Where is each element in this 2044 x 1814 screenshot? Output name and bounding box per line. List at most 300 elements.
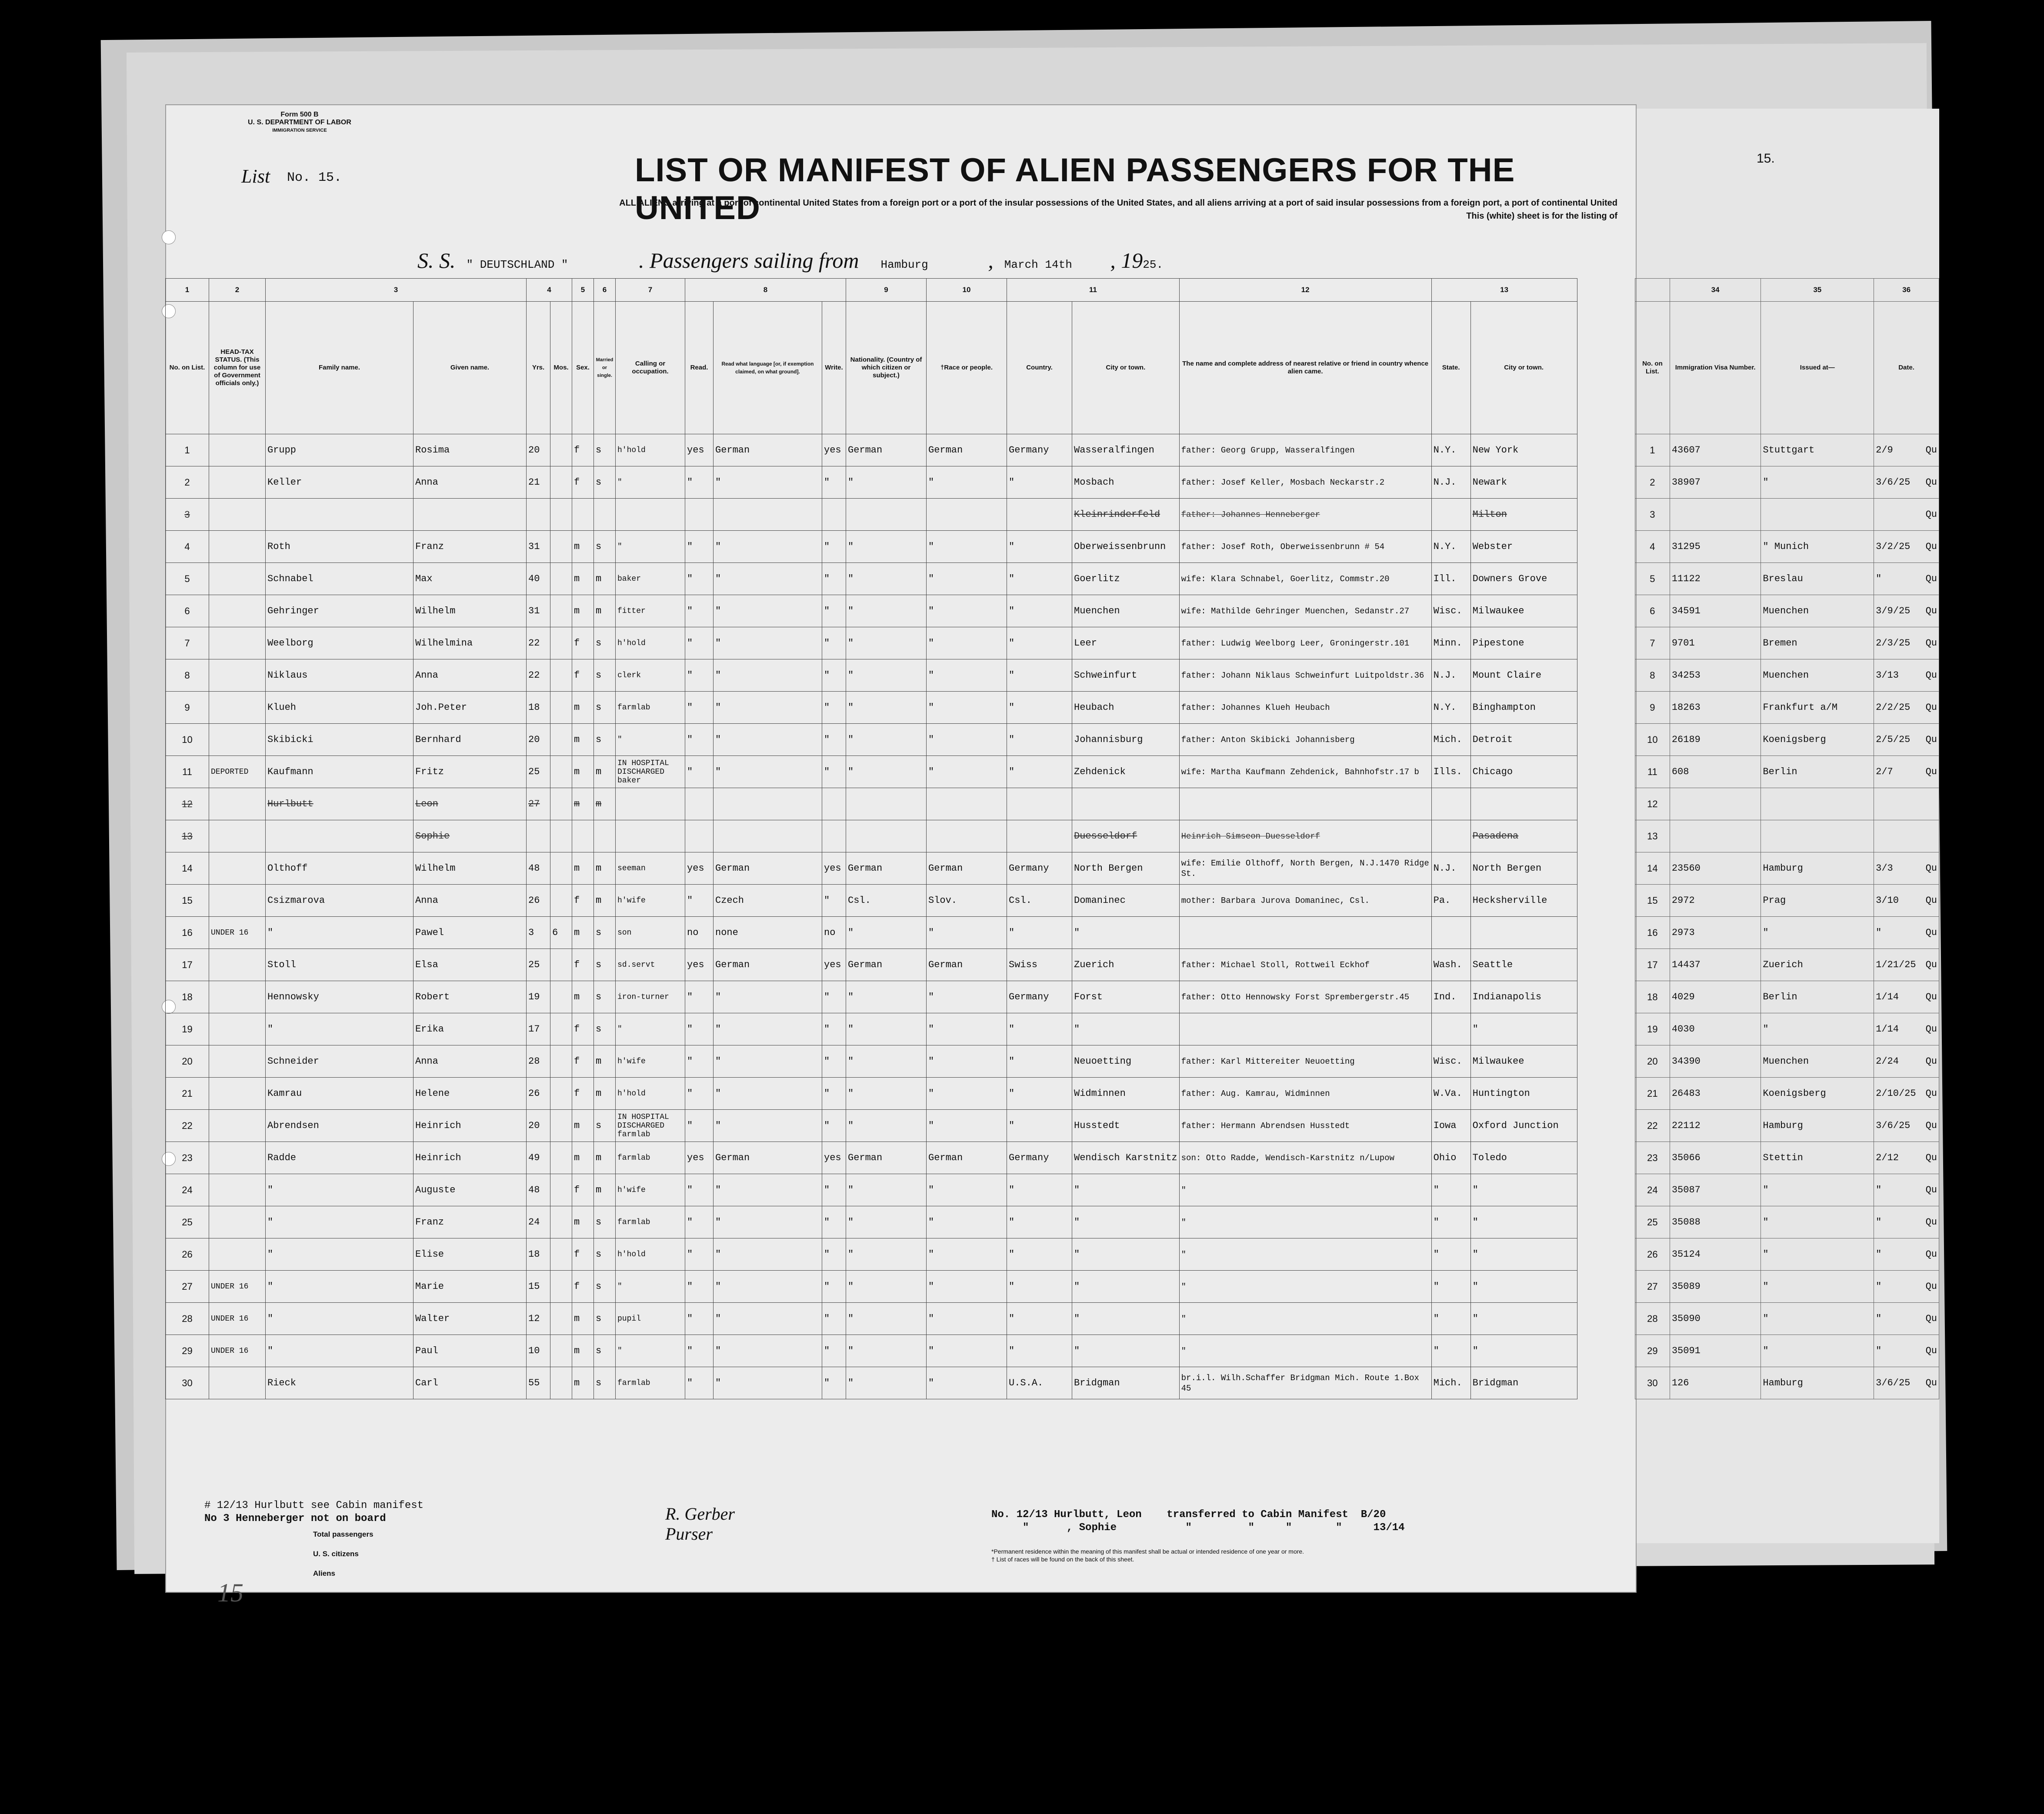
visa-class: Qu (1925, 445, 1937, 456)
residence-city: Forst (1072, 981, 1180, 1013)
marital-status: s (594, 1271, 616, 1303)
row-number: 4 (166, 531, 209, 563)
row-number: 6 (166, 595, 209, 627)
can-write: " (822, 1110, 846, 1142)
can-read: " (685, 1206, 714, 1238)
head-tax-status (209, 1045, 266, 1078)
nearest-relative: wife: Emilie Olthoff, North Bergen, N.J.1470 Ridge St. (1179, 852, 1431, 885)
sex: f (572, 1013, 594, 1045)
visa-row (1635, 1271, 1939, 1303)
race: " (927, 1303, 1007, 1335)
residence-city: Leer (1072, 627, 1180, 659)
marital-status: m (594, 1142, 616, 1174)
footnote-races: † List of races will be found on the back of this sheet. (991, 1556, 1134, 1563)
can-write: " (822, 1367, 846, 1399)
destination-state: W.Va. (1431, 1078, 1470, 1110)
marital-status: s (594, 1303, 616, 1335)
age-months (550, 1174, 572, 1206)
family-name: " (266, 1271, 413, 1303)
sex: f (572, 1271, 594, 1303)
sex: m (572, 595, 594, 627)
purser-signature (665, 1504, 735, 1544)
visa-number: 26483 (1670, 1078, 1761, 1110)
column-number: 3 (266, 279, 527, 302)
can-read (685, 499, 714, 531)
read-language: " (714, 1206, 822, 1238)
visa-issued-at: Zuerich (1761, 949, 1874, 981)
table-row (166, 852, 1577, 885)
header-issued-at: Issued at— (1761, 302, 1874, 434)
visa-table (1635, 278, 1939, 1399)
can-read (685, 788, 714, 820)
residence-country: " (1007, 917, 1072, 949)
nearest-relative: father: Karl Mittereiter Neuoetting (1179, 1045, 1431, 1078)
nearest-relative (1179, 788, 1431, 820)
can-write: " (822, 531, 846, 563)
destination-state (1431, 820, 1470, 852)
can-write: " (822, 595, 846, 627)
column-number: 7 (616, 279, 685, 302)
table-row (166, 1174, 1577, 1206)
nearest-relative: " (1179, 1174, 1431, 1206)
row-number: 8 (1635, 659, 1670, 692)
visa-date: 2/10/25 Qu (1874, 1078, 1939, 1110)
family-name: Keller (266, 466, 413, 499)
table-row (166, 1142, 1577, 1174)
visa-row (1635, 1335, 1939, 1367)
visa-row (1635, 820, 1939, 852)
can-read: " (685, 1013, 714, 1045)
visa-date: 3/10 Qu (1874, 885, 1939, 917)
note-hurlbutt: # 12/13 Hurlbutt see Cabin manifest (204, 1500, 424, 1511)
visa-row (1635, 627, 1939, 659)
destination-state: Pa. (1431, 885, 1470, 917)
header-sex: Sex. (572, 302, 594, 434)
head-tax-status (209, 1367, 266, 1399)
given-name: Max (413, 563, 527, 595)
race: " (927, 595, 1007, 627)
can-write: " (822, 1013, 846, 1045)
row-number: 6 (1635, 595, 1670, 627)
nationality: " (846, 724, 927, 756)
nationality: " (846, 563, 927, 595)
passenger-table (165, 278, 1635, 1399)
race: " (927, 1045, 1007, 1078)
family-name: " (266, 1303, 413, 1335)
nationality: " (846, 659, 927, 692)
visa-issued-at: Koenigsberg (1761, 1078, 1874, 1110)
destination-city: Mount Claire (1470, 659, 1577, 692)
destination-city: Oxford Junction (1470, 1110, 1577, 1142)
given-name: Wilhelmina (413, 627, 527, 659)
occupation: h'hold (616, 1078, 685, 1110)
column-number (1635, 279, 1670, 302)
row-number: 17 (1635, 949, 1670, 981)
residence-city: " (1072, 1271, 1180, 1303)
visa-number: 35087 (1670, 1174, 1761, 1206)
read-language (714, 499, 822, 531)
race (927, 788, 1007, 820)
age-months (550, 1271, 572, 1303)
row-number: 13 (166, 820, 209, 852)
occupation (616, 820, 685, 852)
column-number: 4 (527, 279, 572, 302)
visa-class: Qu (1925, 992, 1937, 1002)
visa-issued-at: Koenigsberg (1761, 724, 1874, 756)
race: " (927, 1238, 1007, 1271)
visa-issued-at: Stuttgart (1761, 434, 1874, 466)
head-tax-status (209, 885, 266, 917)
residence-country: " (1007, 756, 1072, 788)
can-write: " (822, 1174, 846, 1206)
row-number: 27 (166, 1271, 209, 1303)
visa-class: Qu (1925, 1217, 1937, 1228)
family-name: " (266, 917, 413, 949)
year-prefix: 19 (1121, 248, 1143, 273)
visa-class: Qu (1925, 1345, 1937, 1356)
can-read: " (685, 1045, 714, 1078)
race: " (927, 1110, 1007, 1142)
age-years: 24 (527, 1206, 550, 1238)
row-number: 25 (1635, 1206, 1670, 1238)
residence-country: " (1007, 563, 1072, 595)
age-years: 21 (527, 466, 550, 499)
age-months (550, 659, 572, 692)
can-read: " (685, 885, 714, 917)
destination-city: Milwaukee (1470, 595, 1577, 627)
age-months (550, 1206, 572, 1238)
total-passengers-label: Total passengers (313, 1530, 373, 1538)
race: " (927, 1271, 1007, 1303)
destination-state: " (1431, 1335, 1470, 1367)
sailing-label: Passengers sailing from (650, 248, 859, 273)
nationality: " (846, 1335, 927, 1367)
head-tax-status (209, 563, 266, 595)
residence-country (1007, 788, 1072, 820)
residence-country: " (1007, 1013, 1072, 1045)
head-tax-status (209, 595, 266, 627)
age-years: 25 (527, 949, 550, 981)
can-read: " (685, 595, 714, 627)
residence-city: " (1072, 1206, 1180, 1238)
header-married: Married or single. (594, 302, 616, 434)
can-read: " (685, 756, 714, 788)
row-number: 25 (166, 1206, 209, 1238)
marital-status: s (594, 1013, 616, 1045)
residence-city: Zuerich (1072, 949, 1180, 981)
family-name: " (266, 1206, 413, 1238)
visa-number: 35066 (1670, 1142, 1761, 1174)
residence-city: Goerlitz (1072, 563, 1180, 595)
marital-status: s (594, 724, 616, 756)
given-name: Helene (413, 1078, 527, 1110)
residence-city: Neuoetting (1072, 1045, 1180, 1078)
column-number: 9 (846, 279, 927, 302)
visa-date: 2/12 Qu (1874, 1142, 1939, 1174)
header-occupation: Calling or occupation. (616, 302, 685, 434)
visa-issued-at: " (1761, 1303, 1874, 1335)
sex (572, 820, 594, 852)
row-number: 29 (1635, 1335, 1670, 1367)
age-years: 20 (527, 724, 550, 756)
sex: f (572, 627, 594, 659)
age-years: 26 (527, 1078, 550, 1110)
occupation: " (616, 1335, 685, 1367)
age-years: 17 (527, 1013, 550, 1045)
marital-status: s (594, 1110, 616, 1142)
nearest-relative: " (1179, 1271, 1431, 1303)
row-number: 20 (166, 1045, 209, 1078)
row-number: 26 (1635, 1238, 1670, 1271)
visa-class: Qu (1925, 638, 1937, 649)
punch-hole (162, 230, 176, 244)
row-number: 14 (1635, 852, 1670, 885)
family-name: Niklaus (266, 659, 413, 692)
visa-number: 2972 (1670, 885, 1761, 917)
age-months (550, 1142, 572, 1174)
row-number: 13 (1635, 820, 1670, 852)
sex: f (572, 1045, 594, 1078)
visa-row (1635, 692, 1939, 724)
visa-class: Qu (1925, 766, 1937, 777)
family-name: Radde (266, 1142, 413, 1174)
residence-country: " (1007, 692, 1072, 724)
note-henneberger: No 3 Henneberger not on board (204, 1513, 386, 1524)
nearest-relative: father: Johann Niklaus Schweinfurt Luitpoldstr.36 (1179, 659, 1431, 692)
table-row (166, 627, 1577, 659)
can-write: " (822, 981, 846, 1013)
age-years: 22 (527, 627, 550, 659)
residence-city: Husstedt (1072, 1110, 1180, 1142)
table-row (166, 595, 1577, 627)
visa-row (1635, 788, 1939, 820)
nationality (846, 788, 927, 820)
race: German (927, 852, 1007, 885)
read-language: " (714, 1238, 822, 1271)
marital-status: m (594, 1078, 616, 1110)
age-years: 18 (527, 1238, 550, 1271)
transfer-line-1: No. 12/13 Hurlbutt, Leon transferred to Cabin Manifest B/20 (991, 1509, 1386, 1521)
read-language (714, 820, 822, 852)
head-tax-status (209, 434, 266, 466)
marital-status: s (594, 1206, 616, 1238)
row-number: 5 (166, 563, 209, 595)
row-number: 30 (166, 1367, 209, 1399)
visa-date: " Qu (1874, 1174, 1939, 1206)
visa-date: 3/6/25 Qu (1874, 1367, 1939, 1399)
age-months (550, 499, 572, 531)
row-number: 15 (166, 885, 209, 917)
marital-status: s (594, 1335, 616, 1367)
sex: m (572, 981, 594, 1013)
occupation: " (616, 724, 685, 756)
visa-class: Qu (1925, 1152, 1937, 1163)
destination-state: Wisc. (1431, 1045, 1470, 1078)
race: " (927, 724, 1007, 756)
visa-issued-at: Muenchen (1761, 595, 1874, 627)
family-name: Weelborg (266, 627, 413, 659)
visa-class: Qu (1925, 541, 1937, 552)
header-head-tax: HEAD-TAX STATUS. (This column for use of Government officials only.) (209, 302, 266, 434)
header-relative: The name and complete address of nearest relative or friend in country whence alien came. (1179, 302, 1431, 434)
nearest-relative: father: Anton Skibicki Johannisberg (1179, 724, 1431, 756)
can-write (822, 499, 846, 531)
age-months (550, 1045, 572, 1078)
visa-class: Qu (1925, 477, 1937, 488)
residence-city (1072, 788, 1180, 820)
table-row (166, 788, 1577, 820)
header-read-language: Read what language [or, if exemption claimed, on what ground]. (714, 302, 822, 434)
given-name: Anna (413, 885, 527, 917)
visa-row (1635, 1078, 1939, 1110)
occupation: " (616, 1271, 685, 1303)
sex: m (572, 1335, 594, 1367)
sex: m (572, 852, 594, 885)
row-number: 9 (166, 692, 209, 724)
family-name: " (266, 1238, 413, 1271)
can-read: " (685, 1174, 714, 1206)
visa-number: 11122 (1670, 563, 1761, 595)
can-read: " (685, 1303, 714, 1335)
age-months (550, 981, 572, 1013)
marital-status: m (594, 756, 616, 788)
visa-number: 35088 (1670, 1206, 1761, 1238)
visa-date (1874, 820, 1939, 852)
residence-country: " (1007, 1174, 1072, 1206)
nearest-relative: father: Josef Keller, Mosbach Neckarstr.2 (1179, 466, 1431, 499)
row-number: 10 (166, 724, 209, 756)
visa-number: 18263 (1670, 692, 1761, 724)
race: Slov. (927, 885, 1007, 917)
marital-status: s (594, 917, 616, 949)
can-read: " (685, 1110, 714, 1142)
residence-country: " (1007, 595, 1072, 627)
read-language: " (714, 756, 822, 788)
destination-city (1470, 917, 1577, 949)
read-language: none (714, 917, 822, 949)
residence-city: North Bergen (1072, 852, 1180, 885)
age-months (550, 724, 572, 756)
visa-issued-at: Hamburg (1761, 1110, 1874, 1142)
race: German (927, 434, 1007, 466)
table-row (166, 1271, 1577, 1303)
row-number: 19 (166, 1013, 209, 1045)
row-number: 16 (166, 917, 209, 949)
destination-state: Ill. (1431, 563, 1470, 595)
residence-city: Domaninec (1072, 885, 1180, 917)
column-number: 36 (1874, 279, 1939, 302)
header-state: State. (1431, 302, 1470, 434)
visa-issued-at: Bremen (1761, 627, 1874, 659)
residence-city: Johannisburg (1072, 724, 1180, 756)
visa-row (1635, 531, 1939, 563)
nearest-relative: " (1179, 1335, 1431, 1367)
header-no-on-list: No. on List. (166, 302, 209, 434)
can-read: " (685, 1271, 714, 1303)
visa-class: Qu (1925, 573, 1937, 584)
visa-class: Qu (1925, 1185, 1937, 1195)
race: " (927, 1367, 1007, 1399)
can-write: " (822, 659, 846, 692)
nationality: " (846, 595, 927, 627)
header-visa-number: Immigration Visa Number. (1670, 302, 1761, 434)
row-number: 23 (1635, 1142, 1670, 1174)
row-number: 10 (1635, 724, 1670, 756)
race: " (927, 531, 1007, 563)
occupation: h'wife (616, 885, 685, 917)
row-number: 22 (1635, 1110, 1670, 1142)
destination-state: N.J. (1431, 659, 1470, 692)
age-years: 48 (527, 852, 550, 885)
given-name: Leon (413, 788, 527, 820)
row-number: 5 (1635, 563, 1670, 595)
age-months: 6 (550, 917, 572, 949)
head-tax-status (209, 788, 266, 820)
family-name: " (266, 1174, 413, 1206)
header-no-on-list: No. on List. (1635, 302, 1670, 434)
row-number: 9 (1635, 692, 1670, 724)
destination-state: Ohio (1431, 1142, 1470, 1174)
visa-issued-at (1761, 788, 1874, 820)
nationality: " (846, 1271, 927, 1303)
table-row (166, 1013, 1577, 1045)
destination-city (1470, 788, 1577, 820)
occupation: h'wife (616, 1045, 685, 1078)
can-read: " (685, 1367, 714, 1399)
visa-issued-at: Muenchen (1761, 1045, 1874, 1078)
residence-country: " (1007, 724, 1072, 756)
occupation: seeman (616, 852, 685, 885)
age-months (550, 1078, 572, 1110)
age-months (550, 466, 572, 499)
visa-number: 126 (1670, 1367, 1761, 1399)
occupation (616, 499, 685, 531)
marital-status (594, 820, 616, 852)
residence-country: Swiss (1007, 949, 1072, 981)
residence-city: " (1072, 1013, 1180, 1045)
given-name: Fritz (413, 756, 527, 788)
race: " (927, 659, 1007, 692)
given-name: Carl (413, 1367, 527, 1399)
occupation: farmlab (616, 692, 685, 724)
head-tax-status (209, 949, 266, 981)
residence-country: Germany (1007, 434, 1072, 466)
can-write: " (822, 1078, 846, 1110)
row-number: 24 (1635, 1174, 1670, 1206)
can-write (822, 788, 846, 820)
nationality: " (846, 1206, 927, 1238)
residence-city: Bridgman (1072, 1367, 1180, 1399)
visa-date: 3/13 Qu (1874, 659, 1939, 692)
can-read: " (685, 1238, 714, 1271)
read-language: " (714, 1335, 822, 1367)
destination-city: Indianapolis (1470, 981, 1577, 1013)
nationality: German (846, 434, 927, 466)
occupation: h'hold (616, 434, 685, 466)
header-dest-city: City or town. (1470, 302, 1577, 434)
residence-city: Oberweissenbrunn (1072, 531, 1180, 563)
table-row (166, 981, 1577, 1013)
can-read: " (685, 1335, 714, 1367)
visa-issued-at: Stettin (1761, 1142, 1874, 1174)
table-row (166, 756, 1577, 788)
given-name: Auguste (413, 1174, 527, 1206)
visa-class: Qu (1925, 1120, 1937, 1131)
age-years: 26 (527, 885, 550, 917)
column-number: 6 (594, 279, 616, 302)
visa-issued-at: " (1761, 1238, 1874, 1271)
marital-status: s (594, 659, 616, 692)
